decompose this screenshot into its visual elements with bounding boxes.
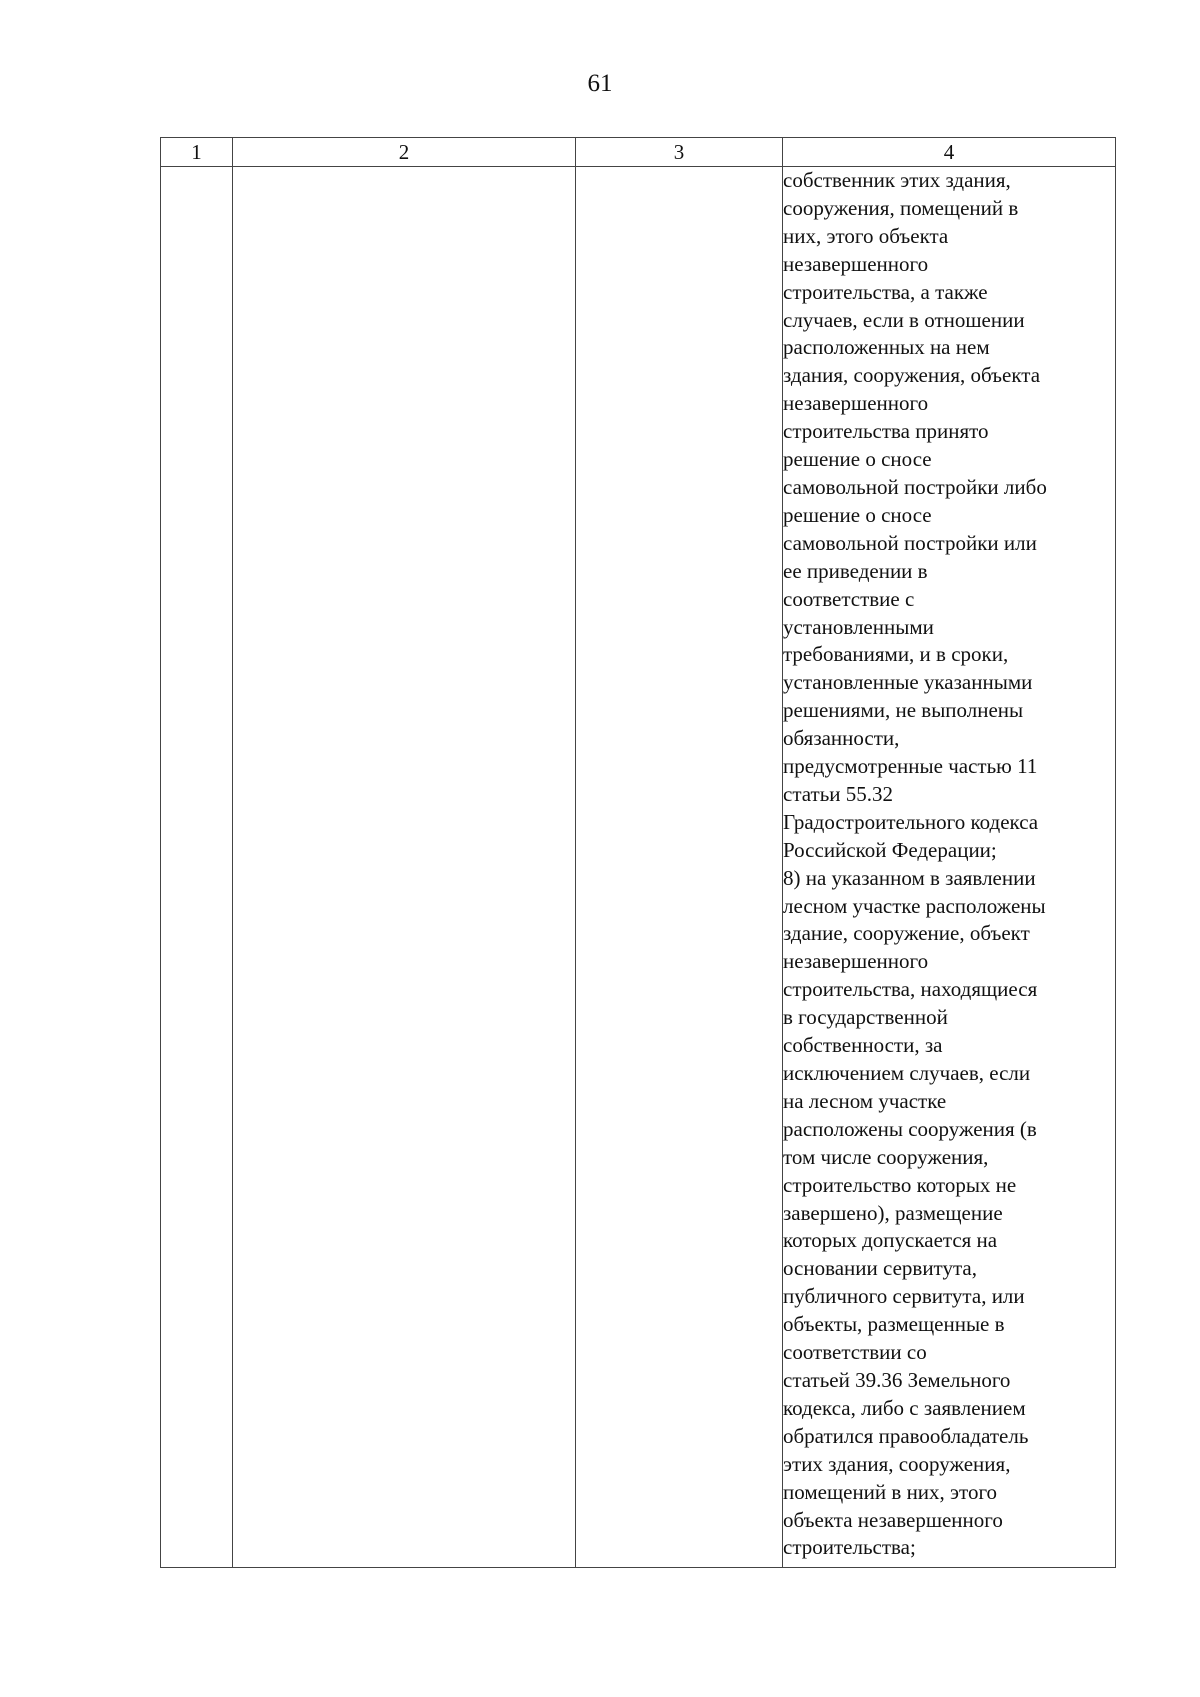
page-number: 61 [587, 70, 613, 97]
text-line: Российской Федерации; [783, 837, 997, 862]
text-line: решение о сносе [783, 502, 932, 527]
text-line: строительства принято [783, 419, 989, 444]
text-line: предусмотренные частью 11 [783, 754, 1038, 779]
text-line: сооружения, помещений в [783, 195, 1019, 220]
table-header-row [161, 138, 1116, 167]
text-line: в государственной [783, 1005, 948, 1030]
text-line: основании сервитута, [783, 1256, 977, 1281]
text-line: незавершенного [783, 949, 929, 974]
column-header-4: 4 [783, 138, 1116, 167]
text-line: решениями, не выполнены [783, 698, 1024, 723]
text-line: расположенных на нем [783, 335, 990, 360]
text-line: публичного сервитута, или [783, 1284, 1025, 1309]
text-line: обратился правообладатель [783, 1423, 1029, 1448]
text-line: строительства, находящиеся [783, 977, 1038, 1002]
text-line: завершено), размещение [783, 1200, 1003, 1225]
text-line: строительство которых не [783, 1172, 1017, 1197]
text-line: исключением случаев, если [783, 1061, 1031, 1085]
table-cell-col1 [161, 167, 233, 1568]
text-line: кодекса, либо с заявлением [783, 1395, 1026, 1420]
table-cell-col3 [576, 167, 783, 1568]
text-line: обязанности, [783, 726, 900, 751]
table-cell-col2 [233, 167, 576, 1568]
text-line: здания, сооружения, объекта [783, 363, 1041, 388]
table-cell-col4 [783, 167, 1116, 1568]
text-line: соответствие с [783, 586, 915, 611]
text-line: расположены сооружения (в [783, 1116, 1037, 1141]
text-line: незавершенного [783, 251, 929, 276]
text-line: соответствии со [783, 1340, 927, 1365]
text-line: здание, сооружение, объект [783, 921, 1030, 946]
table-row [161, 167, 1116, 1568]
column-header-1: 1 [161, 138, 233, 167]
text-line: установленные указанными [783, 670, 1033, 695]
text-line: собственности, за [783, 1033, 943, 1058]
text-line: объекты, размещенные в [783, 1312, 1005, 1337]
text-line: этих здания, сооружения, [783, 1451, 1011, 1476]
text-line: самовольной постройки либо [783, 474, 1047, 499]
text-line: собственник этих здания, [783, 168, 1011, 192]
text-line: лесном участке расположены [783, 893, 1046, 918]
text-line: на лесном участке [783, 1088, 947, 1113]
text-line: Градостроительного кодекса [783, 809, 1039, 834]
text-line: 8) на указанном в заявлении [783, 865, 1036, 890]
text-line: которых допускается на [783, 1228, 998, 1253]
document-table [160, 137, 1116, 1568]
text-line: самовольной постройки или [783, 530, 1037, 555]
text-line: решение о сносе [783, 447, 932, 472]
text-line: них, этого объекта [783, 223, 949, 248]
text-line: случаев, если в отношении [783, 307, 1025, 332]
text-line: помещений в них, этого [783, 1479, 998, 1504]
text-line: том числе сооружения, [783, 1144, 989, 1169]
column-header-2: 2 [233, 138, 576, 167]
column-header-3: 3 [576, 138, 783, 167]
text-line: статьи 55.32 [783, 781, 894, 806]
text-line: объекта незавершенного [783, 1507, 1003, 1532]
text-line: требованиями, и в сроки, [783, 642, 1009, 667]
text-line: установленными [783, 614, 934, 639]
text-line: ее приведении в [783, 558, 928, 583]
text-line: строительства; [783, 1535, 916, 1560]
text-line: строительства, а также [783, 279, 988, 304]
text-line: статьей 39.36 Земельного [783, 1367, 1011, 1392]
text-line: незавершенного [783, 391, 929, 416]
